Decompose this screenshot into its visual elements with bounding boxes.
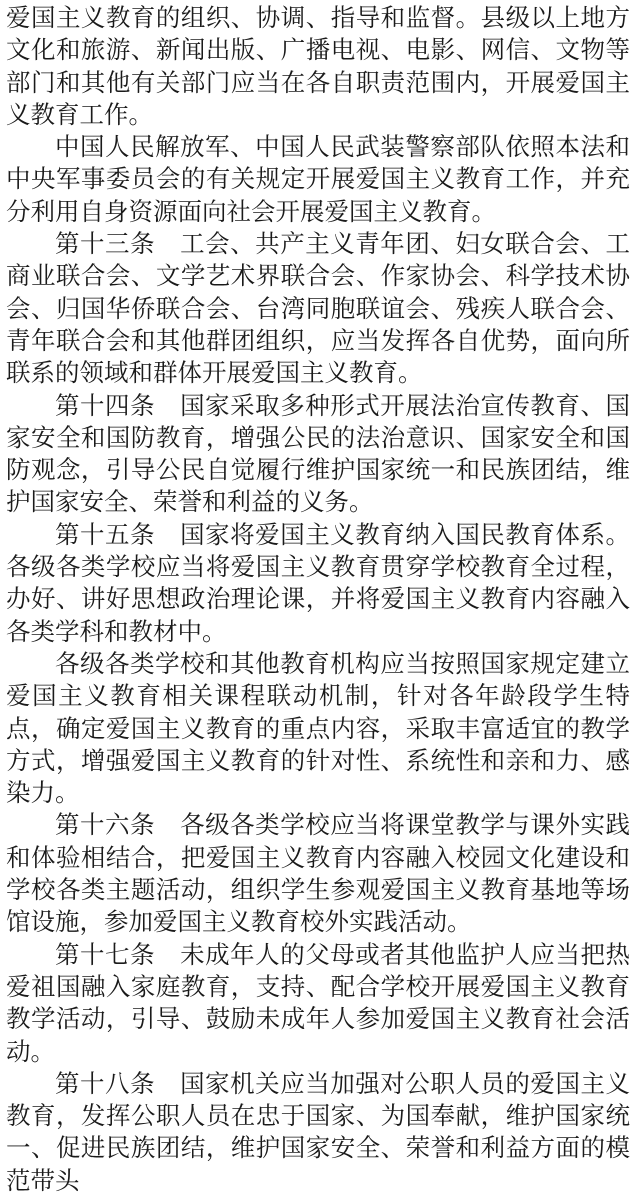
paragraph-text: 爱国主义教育的组织、协调、指导和监督。县级以上地方文化和旅游、新闻出版、广播电视、电影、网信、文物等部门和其他有关部门应当在各自职责范围内，开展爱国主义教育工作。 [6,3,630,129]
article-number: 第十五条 [55,519,156,549]
paragraph-1 [6,2,630,131]
paragraph-text: 国家将爱国主义教育纳入国民教育体系。各级各类学校应当将爱国主义教育贯穿学校教育全过程，办好、讲好思想政治理论课，并将爱国主义教育内容融入各类学科和教材中。 [6,519,631,646]
article-number: 第十四条 [55,390,156,420]
paragraph-text: 各级各类学校应当将课堂教学与课外实践和体验相结合，把爱国主义教育内容融入校园文化建设和学校各类主题活动，组织学生参观爱国主义教育基地等场馆设施，参加爱国主义教育校外实践活动。 [6,810,631,937]
paragraph-2 [6,131,630,228]
article-18 [6,1068,630,1197]
article-number: 第十八条 [55,1068,156,1098]
paragraph-text: 未成年人的父母或者其他监护人应当把热爱祖国融入家庭教育，支持、配合学校开展爱国主义教育教学活动，引导、鼓励未成年人参加爱国主义教育社会活动。 [6,939,631,1066]
paragraph-text: 国家机关应当加强对公职人员的爱国主义教育，发挥公职人员在忠于国家、为国奉献，维护国家统一、促进民族团结，维护国家安全、荣誉和利益方面的模范带头 [6,1068,631,1195]
article-number: 第十三条 [55,229,156,259]
article-13 [6,228,630,389]
paragraph-text: 国家采取多种形式开展法治宣传教育、国家安全和国防教育，增强公民的法治意识、国家安全和国防观念，引导公民自觉履行维护国家统一和民族团结，维护国家安全、荣誉和利益的义务。 [6,390,631,517]
article-15 [6,519,630,648]
article-number: 第十六条 [55,810,156,840]
paragraph-text: 工会、共产主义青年团、妇女联合会、工商业联合会、文学艺术界联合会、作家协会、科学技术协会、归国华侨联合会、台湾同胞联谊会、残疾人联合会、青年联合会和其他群团组织，应当发挥各自优势，面向所联系的领域和群体开展爱国主义教育。 [6,229,631,388]
article-16 [6,809,630,938]
paragraph-text: 中国人民解放军、中国人民武装警察部队依照本法和中央军事委员会的有关规定开展爱国主义教育工作，并充分利用自身资源面向社会开展爱国主义教育。 [6,132,630,226]
article-number: 第十七条 [55,939,156,969]
paragraph-6 [6,648,630,809]
article-14 [6,390,630,519]
article-17 [6,939,630,1068]
paragraph-text: 各级各类学校和其他教育机构应当按照国家规定建立爱国主义教育相关课程联动机制，针对各年龄段学生特点，确定爱国主义教育的重点内容，采取丰富适宜的教学方式，增强爱国主义教育的针对性、系统性和亲和力、感染力。 [6,648,630,808]
